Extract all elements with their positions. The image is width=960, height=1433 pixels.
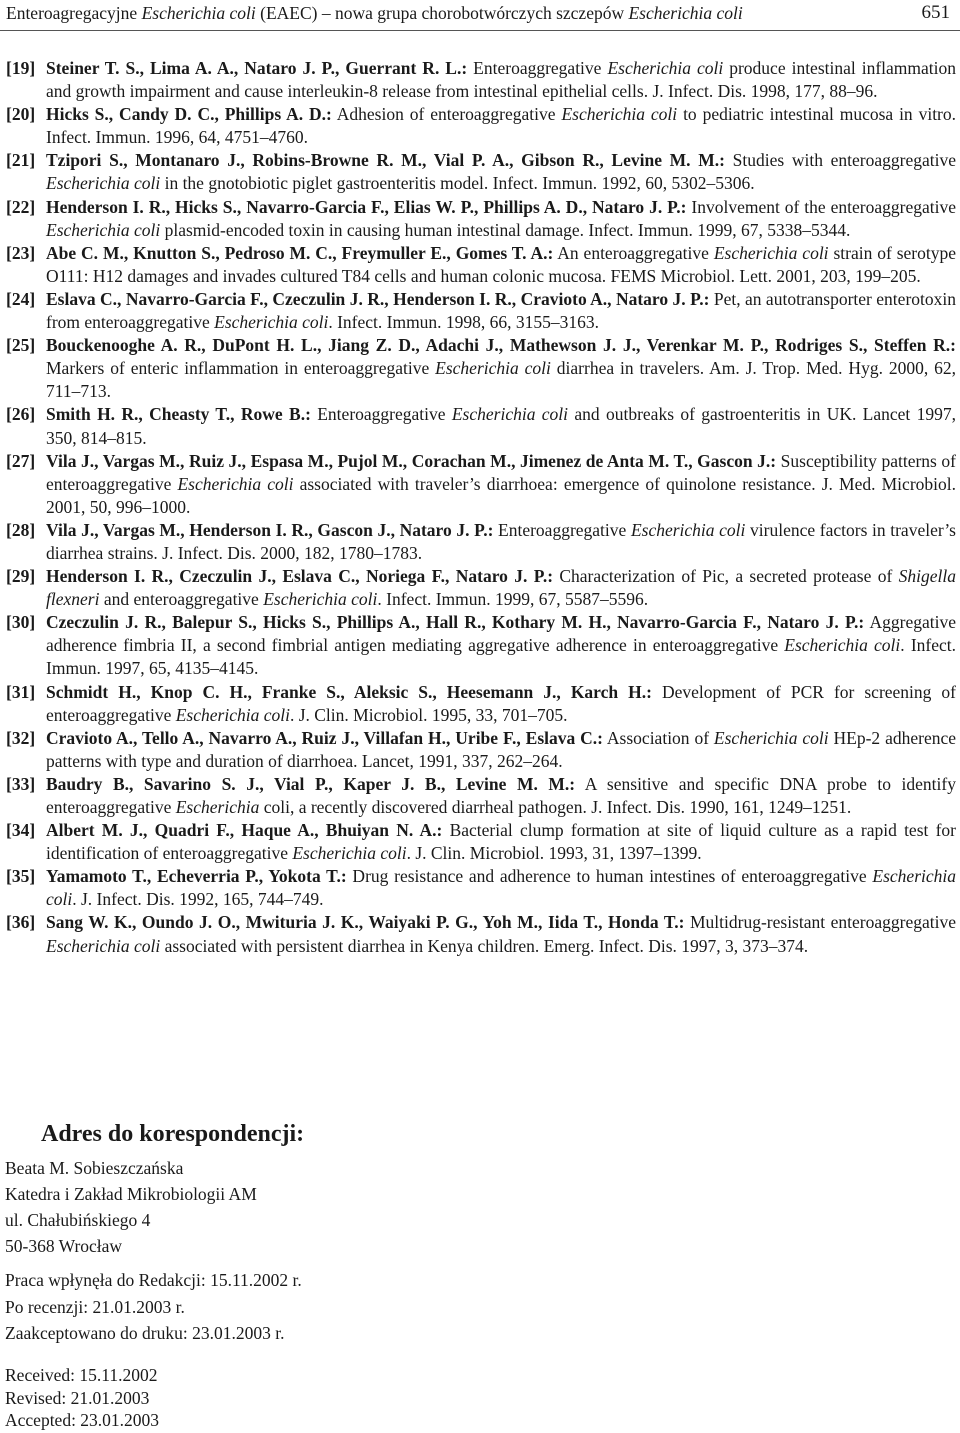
reference-entry: [6, 242, 956, 288]
reference-text: strain of serotype O111: H12 damages and invades cultured T84 cells and human colonic mucosa. FEMS Microbiol. Lett. 2001, 203, 199–205.: [46, 242, 956, 286]
reference-text: A sensitive and specific DNA probe to identify enteroaggregative: [46, 773, 956, 817]
reference-text: . J. Infect. Dis. 1992, 165, 744–749.: [72, 889, 324, 910]
reference-text: in the gnotobiotic piglet gastroenteritis model. Infect. Immun. 1992, 60, 5302–5306.: [160, 173, 755, 194]
date-revised-pl: Po recenzji: 21.01.2003 r.: [5, 1296, 185, 1317]
reference-entry: [6, 288, 956, 334]
species-name: Escherichia: [175, 797, 260, 817]
reference-text: Susceptibility patterns of enteroaggregative: [46, 450, 956, 494]
reference-entry: [6, 773, 956, 819]
reference-text: to pediatric intestinal mucosa in vitro. Infect. Immun. 1996, 64, 4751–4760.: [46, 104, 957, 148]
reference-text: Development of PCR for screening of enteroaggregative: [46, 681, 957, 725]
reference-number: [28]: [6, 519, 36, 540]
reference-text: Markers of enteric inflammation in enteroaggregative: [46, 358, 436, 379]
species-name: Escherichia coli: [214, 312, 329, 333]
reference-number: [24]: [6, 288, 36, 309]
date-accepted-pl: Zaakceptowano do druku: 23.01.2003 r.: [5, 1323, 285, 1343]
reference-list: [6, 57, 956, 958]
species-name: Escherichia coli: [435, 358, 551, 379]
reference-text: An enteroaggregative: [553, 242, 714, 263]
reference-text: Aggregative adherence fimbria II, a second fimbrial antigen mediating aggregative adherence in enteroaggregative: [46, 612, 957, 656]
species-name: Escherichia coli: [713, 242, 829, 263]
reference-number: [21]: [6, 150, 36, 171]
reference-authors: Baudry B., Savarino S. J., Vial P., Kaper J. B., Levine M. M.:: [46, 773, 576, 794]
reference-text: and outbreaks of gastroenteritis in UK. Lancet 1997, 350, 814–815.: [46, 404, 957, 448]
reference-text: . J. Clin. Microbiol. 1993, 31, 1397–1399.: [406, 843, 702, 864]
reference-text: Studies with enteroaggregative: [724, 150, 956, 171]
running-head-title: Enteroagregacyjne Escherichia coli (EAEC) – nowa grupa chorobotwórczych szczepów Escherichia coli: [6, 3, 743, 23]
reference-number: [25]: [6, 335, 36, 356]
reference-entry: [6, 819, 956, 865]
reference-text: Involvement of the enteroaggregative: [686, 196, 956, 217]
reference-authors: Hicks S., Candy D. C., Phillips A. D.:: [46, 104, 332, 125]
reference-text: and enteroaggregative: [99, 589, 264, 610]
address-line: Katedra i Zakład Mikrobiologii AM: [5, 1184, 257, 1204]
reference-text: plasmid-encoded toxin in causing human intestinal damage. Infect. Immun. 1999, 67, 5338–5344.: [160, 219, 851, 240]
reference-text: Bacterial clump formation at site of liquid culture as a rapid test for identification of enteroaggregative: [46, 820, 956, 864]
reference-authors: Bouckenooghe A. R., DuPont H. L., Jiang Z. D., Adachi J., Mathewson J. J., Verenkar M. P., Rodriges S., Steffen R.:: [46, 335, 956, 356]
correspondence-address: [5, 1155, 257, 1259]
species-name: Escherichia coli: [175, 704, 290, 725]
reference-text: coli, a recently discovered diarrheal pathogen. J. Infect. Dis. 1990, 161, 1249–1251.: [259, 797, 852, 817]
reference-text: . Infect. Immun. 1999, 67, 5587–5596.: [377, 589, 649, 610]
species-name: Escherichia coli: [46, 219, 161, 240]
reference-number: [33]: [6, 773, 36, 794]
reference-entry: [6, 57, 956, 103]
reference-entry: [6, 149, 956, 195]
reference-entry: [6, 103, 956, 149]
species-name: Escherichia coli: [630, 519, 746, 540]
species-name: Escherichia coli: [292, 843, 407, 864]
reference-number: [27]: [6, 450, 36, 471]
address-line: ul. Chałubińskiego 4: [5, 1210, 151, 1230]
reference-entry: [6, 911, 956, 957]
species-name: Escherichia coli: [46, 173, 161, 194]
reference-authors: Steiner T. S., Lima A. A., Nataro J. P., Guerrant R. L.:: [46, 58, 468, 78]
reference-authors: Henderson I. R., Czeczulin J., Eslava C., Noriega F., Nataro J. P.:: [46, 566, 554, 587]
reference-authors: Vila J., Vargas M., Henderson I. R., Gascon J., Nataro J. P.:: [46, 519, 494, 540]
reference-text: Enteroaggregative: [310, 404, 452, 425]
reference-text: Enteroaggregative: [493, 519, 631, 540]
reference-authors: Yamamoto T., Echeverria P., Yokota T.:: [46, 866, 347, 887]
correspondence-heading: Adres do korespondencji:: [41, 1121, 305, 1147]
reference-text: . Infect. Immun. 1997, 65, 4135–4145.: [46, 635, 957, 679]
reference-entry: [6, 681, 956, 727]
reference-number: [29]: [6, 566, 36, 587]
species-name: Escherichia coli: [607, 58, 724, 78]
reference-entry: [6, 565, 956, 611]
reference-text: virulence factors in traveler’s diarrhea strains. J. Infect. Dis. 2000, 182, 1780–1783.: [46, 519, 956, 563]
reference-text: Drug resistance and adherence to human intestines of enteroaggregative: [346, 866, 873, 887]
species-name: Escherichia coli: [451, 404, 569, 425]
species-name: Escherichia coli: [561, 104, 678, 125]
reference-authors: Eslava C., Navarro-Garcia F., Czeczulin J. R., Henderson I. R., Cravioto A., Nataro J. P.:: [46, 288, 710, 309]
reference-number: [32]: [6, 727, 36, 748]
reference-authors: Henderson I. R., Hicks S., Navarro-Garcia F., Elias W. P., Phillips A. D., Nataro J. P.:: [46, 196, 687, 217]
reference-text: produce intestinal inflammation and growth impairment and cause interleukin-8 release from intestinal epithelial cells. J. Infect. Dis. 1998, 177, 88–96.: [46, 58, 957, 102]
reference-authors: Sang W. K., Oundo J. O., Mwituria J. K., Waiyaki P. G., Yoh M., Iida T., Honda T.:: [46, 912, 685, 933]
species-name: Escherichia coli: [177, 473, 294, 494]
reference-number: [20]: [6, 104, 36, 125]
dates-english: [5, 1364, 159, 1432]
reference-number: [35]: [6, 866, 36, 887]
reference-text: Multidrug-resistant enteroaggregative: [684, 912, 956, 933]
reference-entry: [6, 611, 956, 680]
reference-number: [26]: [6, 404, 36, 425]
species-name: Escherichia coli: [46, 866, 956, 910]
reference-number: [31]: [6, 681, 36, 702]
reference-authors: Abe C. M., Knutton S., Pedroso M. C., Freymuller E., Gomes T. A.:: [46, 242, 554, 263]
date-revised: Revised: 21.01.2003: [5, 1387, 150, 1408]
reference-authors: Smith H. R., Cheasty T., Rowe B.:: [46, 404, 311, 425]
reference-text: Association of: [603, 727, 714, 748]
reference-text: Adhesion of enteroaggregative: [331, 104, 562, 125]
reference-text: diarrhea in travelers. Am. J. Trop. Med. Hyg. 2000, 62, 711–713.: [46, 358, 956, 402]
reference-authors: Czeczulin J. R., Balepur S., Hicks S., Phillips A., Hall R., Kothary M. H., Navarro-Garcia F., Nataro J. P.:: [46, 612, 865, 633]
reference-text: HEp-2 adherence patterns with type and duration of diarrhoea. Lancet, 1991, 337, 262–264.: [46, 727, 956, 771]
reference-text: associated with traveler’s diarrhoea: emergence of quinolone resistance. J. Med. Microbiol. 2001, 50, 996–1000.: [46, 473, 956, 517]
reference-text: Characterization of Pic, a secreted protease of: [553, 566, 899, 587]
species-name: Escherichia coli: [263, 589, 378, 610]
reference-authors: Schmidt H., Knop C. H., Franke S., Aleksic S., Heesemann J., Karch H.:: [46, 681, 652, 702]
reference-entry: [6, 196, 956, 242]
page-number: 651: [921, 2, 950, 23]
date-accepted: Accepted: 23.01.2003: [5, 1410, 160, 1430]
reference-number: [36]: [6, 912, 36, 933]
reference-authors: Cravioto A., Tello A., Navarro A., Ruiz J., Villafan H., Uribe F., Eslava C.:: [46, 727, 603, 748]
date-received: Received: 15.11.2002: [5, 1365, 158, 1385]
reference-authors: Vila J., Vargas M., Ruiz J., Espasa M., Pujol M., Corachan M., Jimenez de Anta M. T., Gascon J.:: [46, 450, 777, 471]
reference-text: associated with persistent diarrhea in Kenya children. Emerg. Infect. Dis. 1997, 3, 373–374.: [160, 935, 809, 956]
species-name: Escherichia coli: [784, 635, 901, 656]
address-line: 50-368 Wrocław: [5, 1236, 123, 1256]
reference-number: [23]: [6, 242, 36, 263]
address-line: Beata M. Sobieszczańska: [5, 1158, 184, 1178]
reference-number: [30]: [6, 612, 36, 633]
reference-number: [34]: [6, 820, 36, 841]
header-rule: [0, 30, 960, 31]
species-name: Shigella flexneri: [46, 566, 956, 610]
species-name: Escherichia coli: [713, 727, 829, 748]
running-head: [6, 2, 950, 24]
reference-entry: [6, 403, 956, 449]
reference-authors: Albert M. J., Quadri F., Haque A., Bhuiyan N. A.:: [46, 820, 443, 841]
date-received-pl: Praca wpłynęła do Redakcji: 15.11.2002 r.: [5, 1270, 302, 1290]
reference-text: Enteroaggregative: [467, 58, 608, 78]
reference-text: Pet, an autotransporter enterotoxin from enteroaggregative: [46, 288, 956, 333]
reference-number: [19]: [6, 58, 36, 78]
reference-entry: [6, 334, 956, 403]
reference-number: [22]: [6, 196, 36, 217]
species-name: Escherichia coli: [46, 935, 161, 956]
reference-authors: Tzipori S., Montanaro J., Robins-Browne R. M., Vial P. A., Gibson R., Levine M. M.:: [46, 150, 725, 171]
reference-entry: [6, 727, 956, 773]
reference-entry: [6, 450, 956, 519]
reference-text: . Infect. Immun. 1998, 66, 3155–3163.: [328, 312, 600, 333]
dates-polish: [5, 1267, 302, 1347]
reference-entry: [6, 865, 956, 911]
reference-text: . J. Clin. Microbiol. 1995, 33, 701–705.: [289, 704, 568, 725]
reference-entry: [6, 519, 956, 565]
